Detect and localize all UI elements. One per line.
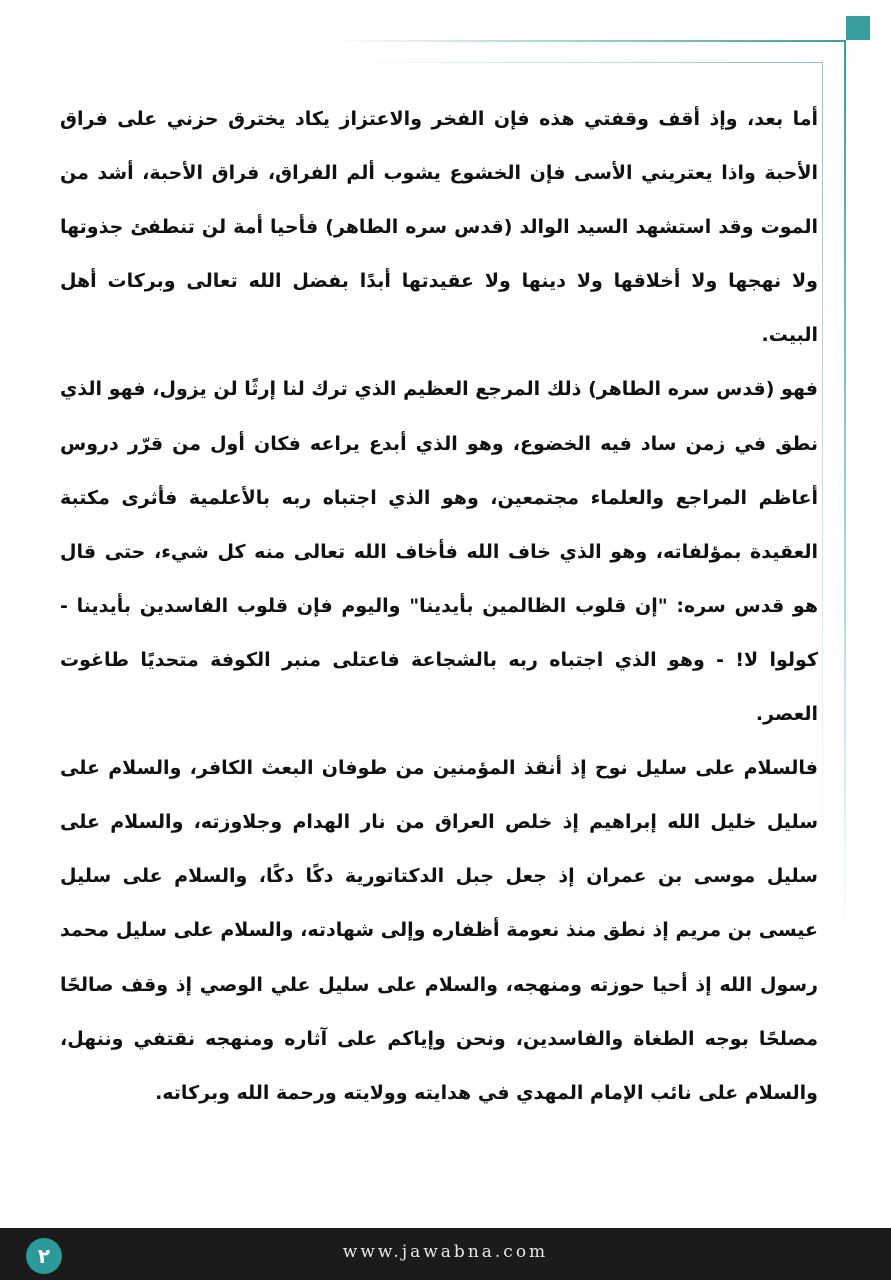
inner-frame-top-line [340,62,822,63]
paragraph-3: فالسلام على سليل نوح إذ أنقذ المؤمنين من طوفان البعث الكافر، والسلام على سليل خليل الله إبراهيم إذ خلص العراق من نار الهدام وجلاوزته، والسلام على سليل موسى بن عمران إذ جعل جبل الدكتاتورية دكًا دكًا، والسلام على سليل عيسى بن مريم إذ نطق منذ نعومة أظفاره وإلى شهادته، والسلام على سليل محمد رسول الله إذ أحيا حوزته ومنهجه، والسلام على سليل علي الوصي إذ وقف صالحًا مصلحًا بوجه الطغاة والفاسدين، ونحن وإياكم على آثاره ومنهجه نقتفي وننهل، والسلام على نائب الإمام المهدي في هدايته وولايته ورحمة الله وبركاته. [60,757,818,1104]
frame-right-line [844,40,846,940]
website-url[interactable]: www.jawabna.com [342,1242,549,1262]
page-footer [0,1228,891,1280]
paragraph-2: فهو (قدس سره الطاهر) ذلك المرجع العظيم الذي ترك لنا إرثًا لن يزول، فهو الذي نطق في زمن ساد فيه الخضوع، وهو الذي أبدع يراعه فكان أول من قرّر دروس أعاظم المراجع والعلماء مجتمعين، وهو الذي اجتباه ربه بالأعلمية فأثرى مكتبة العقيدة بمؤلفاته، وهو الذي خاف الله فأخاف الله تعالى منه كل شيء، حتى قال هو قدس سره: "إن قلوب الظالمين بأيدينا" واليوم فإن قلوب الفاسدين بأيدينا - كولوا لا! - وهو الذي اجتباه ربه بالشجاعة فاعتلى منبر الكوفة متحديًا طاغوت العصر. [60,378,818,726]
frame-top-line [330,40,846,42]
document-body [60,92,818,1120]
paragraph-1: أما بعد، وإذ أقف وقفتي هذه فإن الفخر والاعتزاز يكاد يخترق حزني على فراق الأحبة واذا يعتريني الأسى فإن الخشوع يشوب ألم الفراق، فراق الأحبة، أشد من الموت وقد استشهد السيد الوالد (قدس سره الطاهر) فأحيا أمة لن تنطفئ جذوتها ولا نهجها ولا أخلاقها ولا دينها ولا عقيدتها أبدًا بفضل الله تعالى وبركات أهل البيت. [60,108,818,347]
corner-decoration [846,16,870,40]
page-number: ٢ [26,1238,62,1274]
inner-frame-right-line [822,62,823,882]
